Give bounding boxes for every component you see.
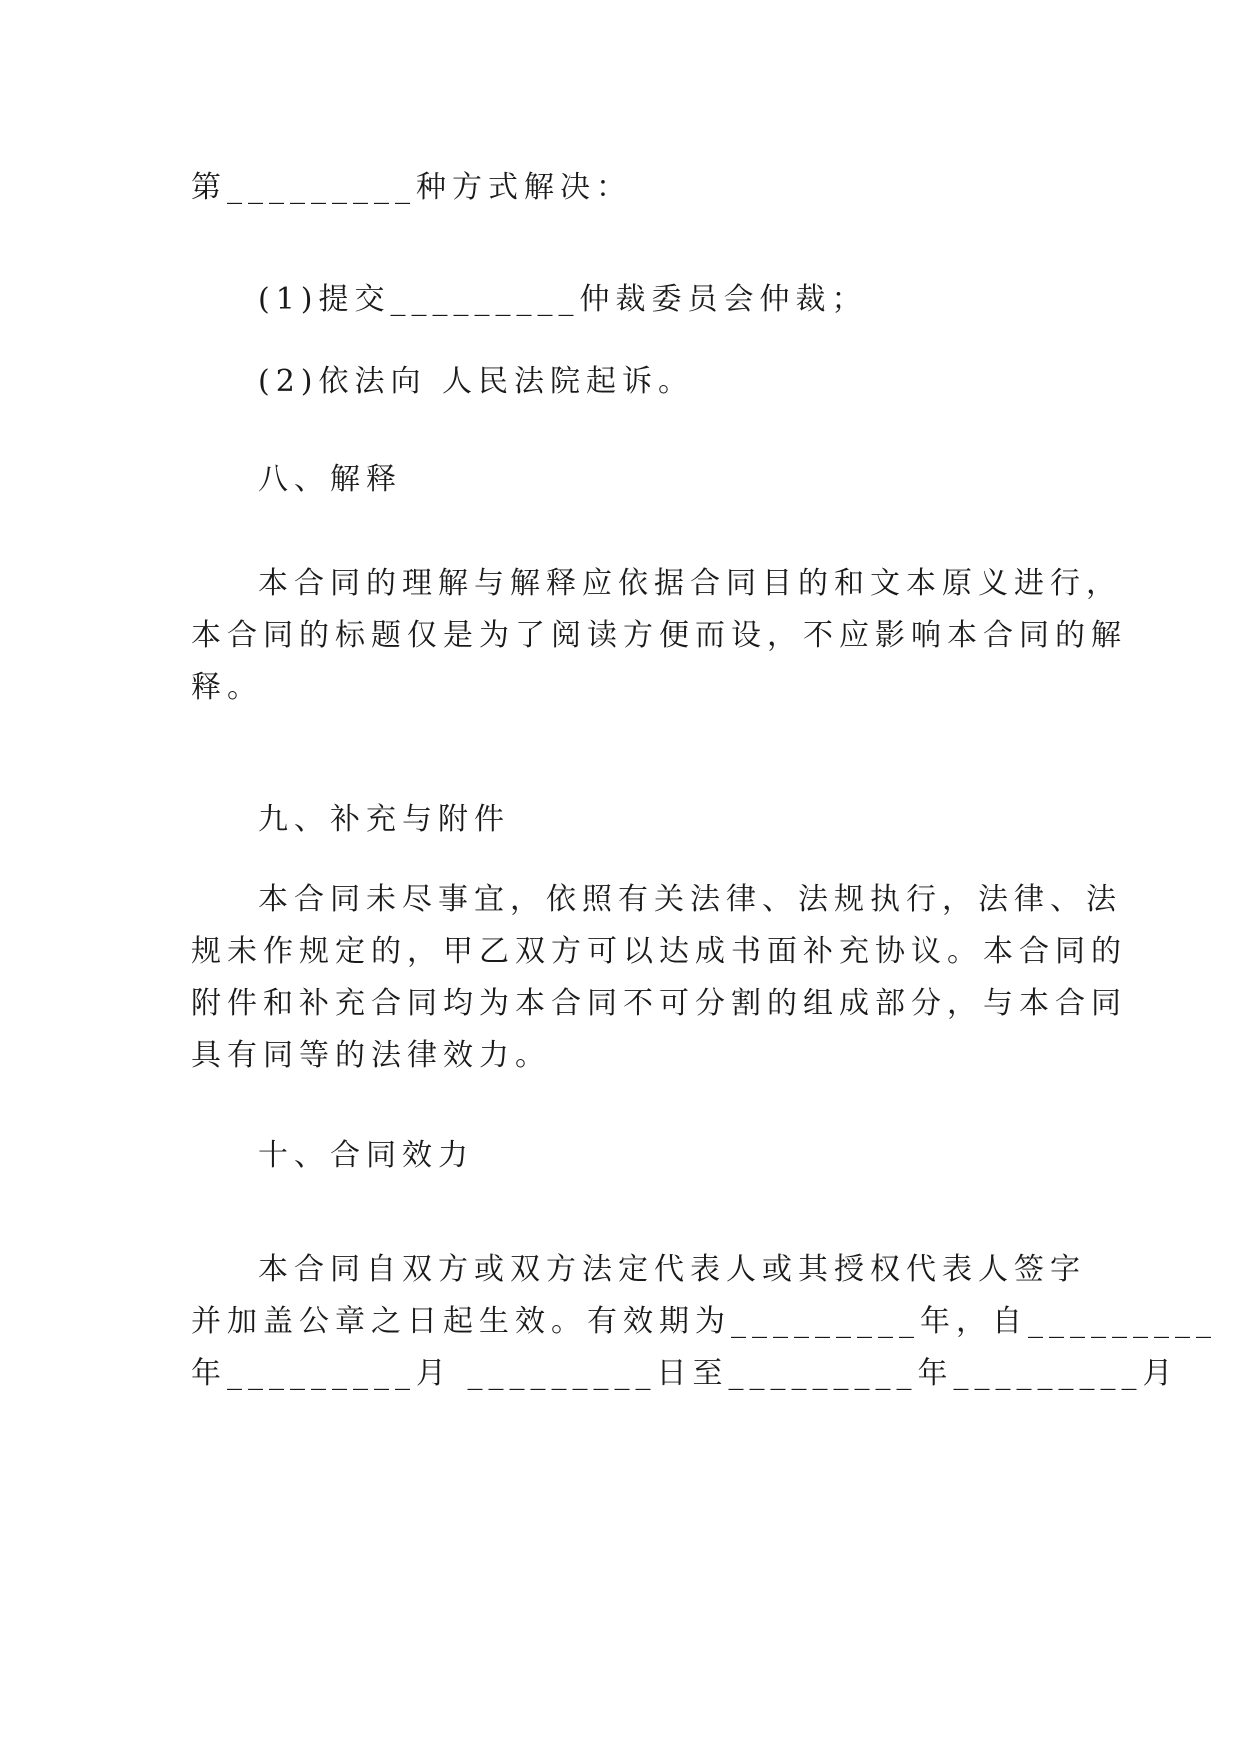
validity-paragraph-line-2: 并加盖公章之日起生效。有效期为_________年，自_________ <box>191 1304 1217 1339</box>
section-heading-supplement: 九、补充与附件 <box>258 802 510 837</box>
supplement-paragraph-line-4: 具有同等的法律效力。 <box>191 1038 551 1073</box>
arbitration-option: (1)提交_________仲裁委员会仲裁； <box>258 282 868 317</box>
interpretation-paragraph-line-1: 本合同的理解与解释应依据合同目的和文本原义进行， <box>258 566 1122 601</box>
interpretation-paragraph-line-2: 本合同的标题仅是为了阅读方便而设，不应影响本合同的解 <box>191 618 1127 653</box>
interpretation-paragraph-line-3: 释。 <box>191 670 263 705</box>
supplement-paragraph-line-3: 附件和补充合同均为本合同不可分割的组成部分，与本合同 <box>191 986 1127 1021</box>
section-heading-validity: 十、合同效力 <box>258 1138 474 1173</box>
court-option: (2)依法向 人民法院起诉。 <box>258 364 695 399</box>
supplement-paragraph-line-2: 规未作规定的，甲乙双方可以达成书面补充协议。本合同的 <box>191 934 1127 969</box>
dispute-resolution-intro: 第_________种方式解决： <box>191 170 632 205</box>
validity-paragraph-line-3: 年_________月 _________日至_________年_________月 <box>191 1356 1179 1391</box>
validity-paragraph-line-1: 本合同自双方或双方法定代表人或其授权代表人签字 <box>258 1252 1086 1287</box>
supplement-paragraph-line-1: 本合同未尽事宜，依照有关法律、法规执行，法律、法 <box>258 882 1122 917</box>
section-heading-interpretation: 八、解释 <box>258 462 402 497</box>
